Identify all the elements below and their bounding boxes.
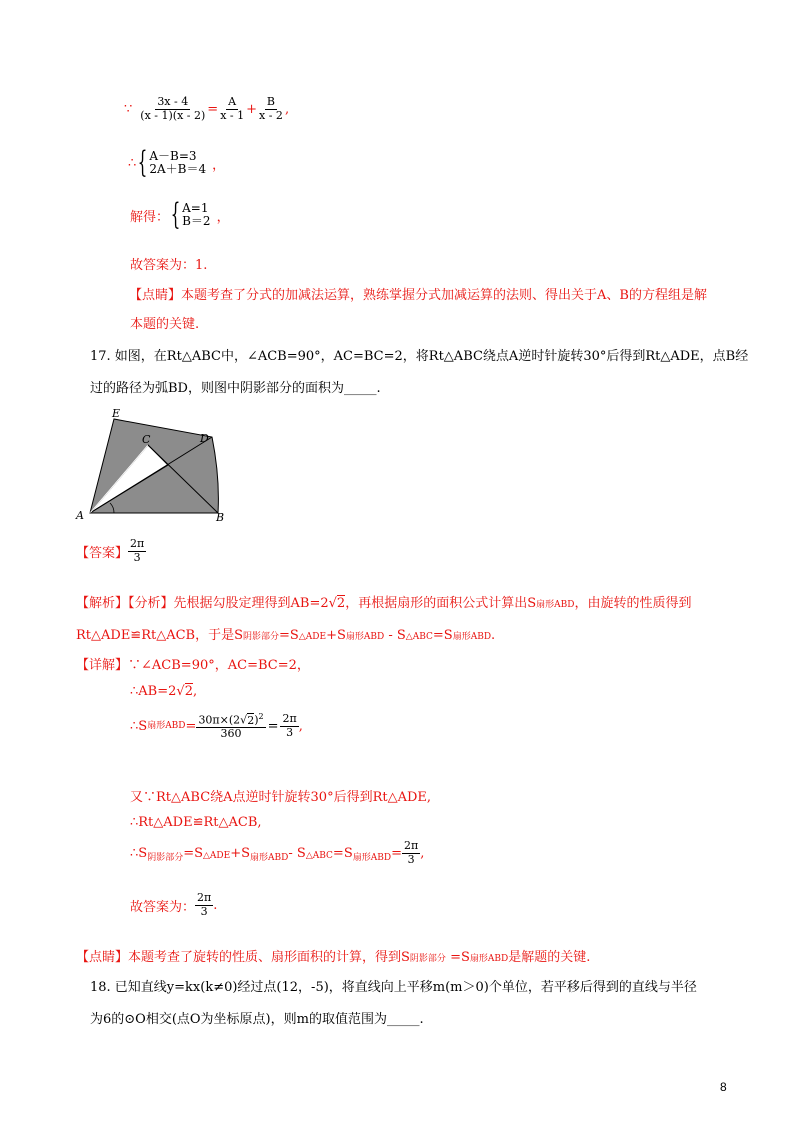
jiexi-text: 先根据勾股定理得到AB=2 <box>173 596 329 611</box>
jiexi-text: =S <box>279 628 299 643</box>
subscript: △ABC <box>305 851 333 862</box>
system-row: A=1 <box>182 200 209 215</box>
xiangjie-text: ∴S <box>130 718 148 734</box>
fraction-numerator: A <box>228 95 237 108</box>
system-row: A－B=3 <box>149 148 197 163</box>
xiangjie-line-3 <box>130 712 303 741</box>
fraction-denominator: (x - 1)(x - 2) <box>140 108 206 122</box>
dianjing-line-2: 本题的关键. <box>130 317 200 332</box>
fraction-denominator: 360 <box>220 727 242 741</box>
system-rows <box>182 202 210 228</box>
xiangjie-text: ∵∠ACB=90°，AC=BC=2， <box>128 658 310 673</box>
subscript: △ABC <box>405 632 433 642</box>
subscript: 阴影部分 <box>409 954 446 964</box>
fraction-a <box>218 96 246 122</box>
jiexi-tag: 【解析】【分析】 <box>76 596 174 611</box>
label-E: E <box>112 407 121 420</box>
fraction-numerator: 3x - 4 <box>157 95 189 108</box>
left-brace: { <box>138 145 148 180</box>
comma: ， <box>212 157 226 173</box>
answer-17 <box>76 538 146 564</box>
jiexi-line-1: 【解析】【分析】先根据勾股定理得到AB=2√2，再根据扇形的面积公式计算出S扇形ABD，由旋转的性质得到 <box>76 596 692 611</box>
fraction-denominator: 3 <box>133 550 141 564</box>
subscript: 扇形ABD <box>536 600 575 610</box>
subscript: △ADE <box>298 632 327 642</box>
system-row: 2A＋B＝4 <box>149 162 207 176</box>
comma: , <box>284 101 290 117</box>
label-C: C <box>142 433 151 446</box>
equals-sign: = <box>207 101 219 117</box>
fraction-main <box>138 96 207 122</box>
fraction-equation-line <box>124 96 289 122</box>
xiangjie-tag: 【详解】 <box>76 658 129 673</box>
subscript: 阴影部分 <box>243 632 280 642</box>
label-D: D <box>200 432 209 445</box>
equation-system-1 <box>128 145 226 180</box>
numerator-text: ) <box>254 713 259 727</box>
comma: , <box>420 845 425 861</box>
page-number: 8 <box>720 1080 727 1094</box>
subscript: 扇形ABD <box>345 632 385 642</box>
fraction-numerator: $30\pi\times(2√2)^2$ <box>198 712 264 727</box>
dianjing-text: 本题考查了分式的加减法运算，熟练掌握分式加减运算的法则、得出关于A、B的方程组是解 <box>181 288 707 303</box>
fraction-numerator: 2π <box>403 839 419 852</box>
comma: ， <box>216 209 230 225</box>
answer-fraction <box>128 538 146 564</box>
sqrt-radicand: 2 <box>247 713 255 727</box>
subscript: 扇形ABD <box>452 632 492 642</box>
since-symbol: ∵ <box>124 101 133 117</box>
dianjing-text: 本题考查了旋转的性质、扇形面积的计算，得到S <box>128 950 410 965</box>
xiangjie-line-1 <box>76 654 310 673</box>
solution-system <box>130 197 230 232</box>
equals-sign: = <box>185 718 197 734</box>
numerator-text: 30π×(2 <box>198 713 241 727</box>
label-B: B <box>216 511 225 524</box>
xiangjie-text: +S <box>230 845 251 861</box>
right-angle-mark <box>146 451 152 463</box>
period: . <box>213 897 218 913</box>
jiexi-text: - S <box>384 628 406 643</box>
fraction-denominator: x - 2 <box>259 108 283 122</box>
dianjing-17-line <box>76 946 590 965</box>
subscript: 扇形ABD <box>469 954 509 964</box>
plus-sign: + <box>246 101 258 117</box>
system-rows <box>149 150 206 176</box>
subscript: 阴影部分 <box>147 852 184 863</box>
xiangjie-answer-line <box>130 892 217 918</box>
subscript: 扇形ABD <box>250 852 289 863</box>
fraction-denominator: 3 <box>286 725 294 739</box>
xiangjie-text: =S <box>332 845 353 861</box>
fraction-numerator: 2π <box>130 537 145 550</box>
jiexi-line-2 <box>76 624 495 643</box>
dianjing-tag: 【点睛】 <box>129 288 182 303</box>
xiangjie-line-2: ∴AB=2√2, <box>130 684 198 699</box>
jiexi-text: . <box>491 628 496 643</box>
xiangjie-line-6 <box>130 840 424 866</box>
equals-sign: = <box>391 845 402 861</box>
jiexi-text: +S <box>326 628 346 643</box>
geometry-figure <box>74 405 234 525</box>
result-fraction <box>402 840 420 866</box>
question-17-line-1: 17. 如图，在Rt△ABC中，∠ACB=90°，AC=BC=2，将Rt△ABC绕点A逆时针旋转30°后得到Rt△ADE，点B经 <box>90 349 749 364</box>
dianjing-tag: 【点睛】 <box>76 950 129 965</box>
dianjing-line-1 <box>129 284 707 303</box>
fraction-denominator: x - 1 <box>220 108 245 122</box>
subscript: 扇形ABD <box>147 720 186 731</box>
dianjing-text: 是解题的关键. <box>508 950 591 965</box>
xiangjie-line-5: ∴Rt△ADE≌Rt△ACB, <box>130 815 262 830</box>
therefore-symbol: ∴ <box>128 155 137 171</box>
jiexi-text: ，再根据扇形的面积公式计算出S <box>345 596 537 611</box>
fraction-numerator: 2π <box>197 891 212 904</box>
xiangjie-line-4: 又∵Rt△ABC绕A点逆时针旋转30°后得到Rt△ADE, <box>130 790 432 805</box>
fraction-denominator: 3 <box>407 852 415 866</box>
fraction-numerator: 2π <box>282 712 297 726</box>
subscript: 扇形ABD <box>352 852 392 863</box>
jiexi-text: Rt△ADE≌Rt△ACB，于是S <box>76 628 244 643</box>
system-row: B＝2 <box>182 214 211 228</box>
equals-sign: = <box>267 718 279 734</box>
question-17-line-2: 过的路径为弧BD，则图中阴影部分的面积为_____. <box>90 381 381 396</box>
comma: , <box>298 718 303 734</box>
subscript: △ADE <box>203 851 231 862</box>
jiexi-text: =S <box>432 628 453 643</box>
fraction-denominator: 3 <box>200 904 208 918</box>
question-18-line-1: 18. 已知直线y=kx(k≠0)经过点(12，-5)，将直线向上平移m(m＞0)个单位，若平移后得到的直线与半径 <box>90 980 697 995</box>
xiangjie-text: =S <box>183 845 204 861</box>
sqrt-radicand: 2 <box>336 596 346 611</box>
answer-label: 故答案为： <box>130 899 196 915</box>
xiangjie-text: ∴AB=2 <box>130 684 177 699</box>
fraction-b <box>257 96 285 122</box>
solve-label: 解得： <box>130 209 170 225</box>
dianjing-text: =S <box>445 950 470 965</box>
answer-line: 故答案为：1. <box>130 258 208 273</box>
answer-fraction <box>195 892 213 918</box>
label-A: A <box>76 509 84 522</box>
answer-tag: 【答案】 <box>76 545 129 561</box>
xiangjie-text: ∴S <box>130 845 148 861</box>
fraction-numerator: B <box>266 95 276 108</box>
sqrt-radicand: 2 <box>184 684 193 699</box>
xiangjie-text: , <box>192 684 198 699</box>
exponent: 2 <box>258 712 264 721</box>
result-fraction <box>280 713 298 739</box>
left-brace: { <box>170 197 181 232</box>
question-18-line-2: 为6的⊙O相交(点O为坐标原点)，则m的取值范围为_____. <box>90 1012 424 1027</box>
jiexi-text: ，由旋转的性质得到 <box>574 596 692 611</box>
xiangjie-text: - S <box>288 845 306 861</box>
sector-area-fraction <box>196 712 265 741</box>
